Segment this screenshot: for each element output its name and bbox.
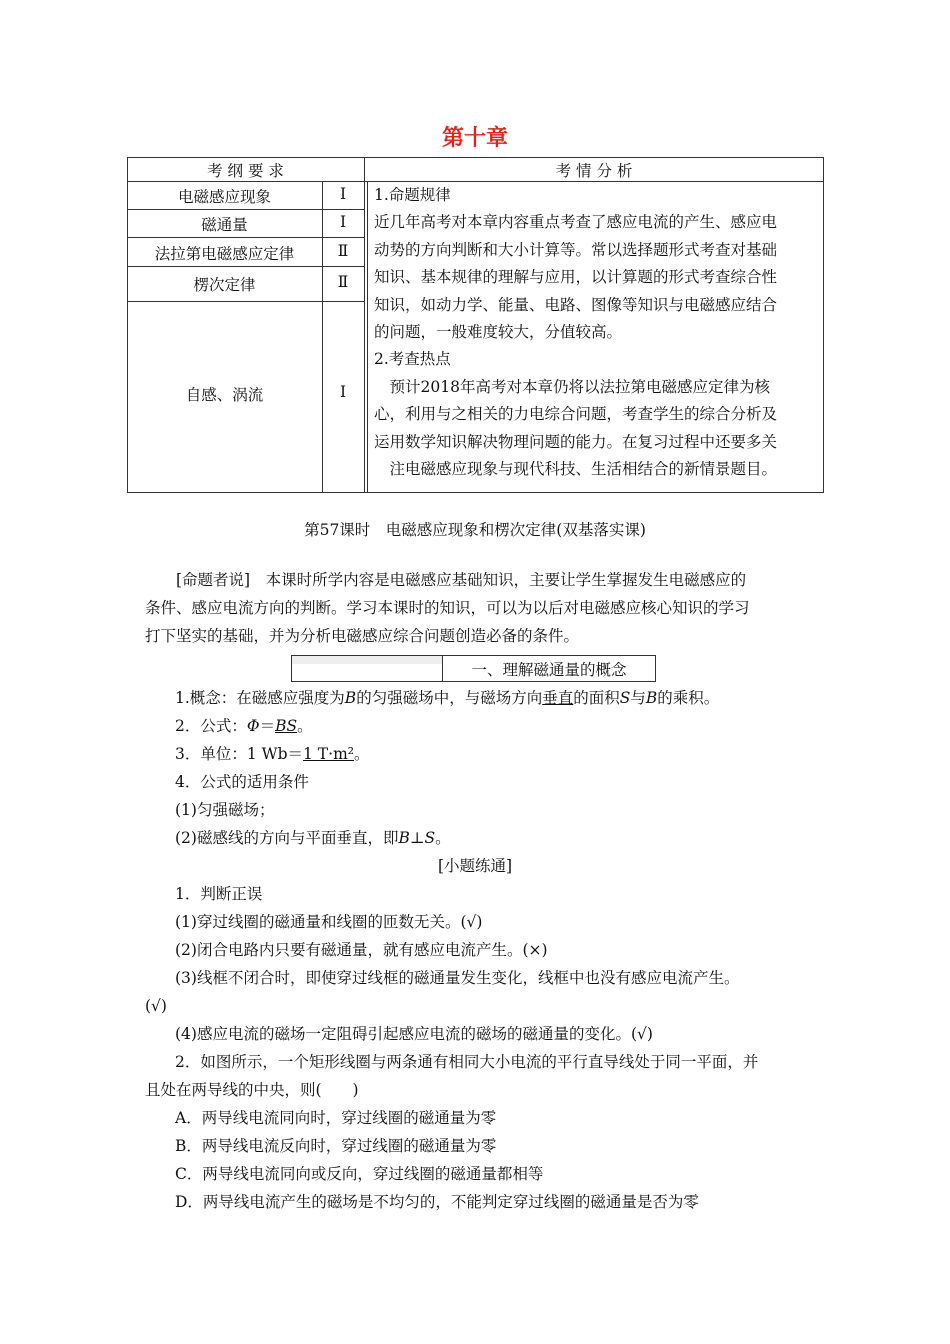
table-divider bbox=[127, 237, 364, 238]
concept-condition-item: (2)磁感线的方向与平面垂直，即B⊥S。 bbox=[175, 829, 451, 847]
analysis-line: 预计2018年高考对本章仍将以法拉第电磁感应定律为核 bbox=[374, 377, 770, 396]
answer-option-c: C．两导线电流同向或反向，穿过线圈的磁通量都相等 bbox=[175, 1165, 544, 1183]
practice-line: (4)感应电流的磁场一定阻碍引起感应电流的磁场的磁通量的变化。(√) bbox=[175, 1025, 653, 1043]
concept-definition: 1.概念：在磁感应强度为B的匀强磁场中，与磁场方向垂直的面积S与B的乘积。 bbox=[175, 689, 720, 707]
answer-option-a: A．两导线电流同向时，穿过线圈的磁通量为零 bbox=[175, 1109, 497, 1127]
practice-line: 且处在两导线的中央，则( ) bbox=[145, 1081, 359, 1099]
table-row-level: Ⅱ bbox=[337, 242, 349, 260]
table-row-level: Ⅰ bbox=[339, 185, 347, 203]
concept-unit: 3．单位：1 Wb＝1 T·m²。 bbox=[175, 745, 370, 763]
analysis-line: 知识，如动力学、能量、电路、图像等知识与电磁感应结合 bbox=[374, 295, 778, 314]
practice-line: (2)闭合电路内只要有磁通量，就有感应电流产生。(×) bbox=[175, 941, 548, 959]
table-divider bbox=[364, 157, 365, 493]
concept-condition-item: (1)匀强磁场； bbox=[175, 801, 275, 819]
table-row-level: Ⅰ bbox=[339, 213, 347, 231]
practice-line: (3)线框不闭合时，即使穿过线框的磁通量发生变化，线框中也没有感应电流产生。 bbox=[175, 969, 740, 987]
answer-option-d: D．两导线电流产生的磁场是不均匀的，不能判定穿过线圈的磁通量是否为零 bbox=[175, 1193, 699, 1211]
table-divider bbox=[367, 181, 368, 493]
concept-conditions: 4．公式的适用条件 bbox=[175, 773, 309, 791]
chapter-title: 第十章 bbox=[441, 126, 508, 151]
table-row-topic: 电磁感应现象 bbox=[177, 188, 271, 206]
section-heading-box bbox=[291, 655, 656, 682]
table-row-level: Ⅰ bbox=[339, 383, 347, 401]
analysis-line: 心，利用与之相关的力电综合问题，考查学生的综合分析及 bbox=[374, 405, 778, 424]
exam-analysis-text bbox=[374, 182, 824, 483]
intro-line: 打下坚实的基础，并为分析电磁感应综合问题创造必备的条件。 bbox=[145, 627, 580, 645]
analysis-line: 动势的方向判断和大小计算等。常以选择题形式考查对基础 bbox=[374, 240, 778, 259]
table-divider bbox=[127, 266, 364, 267]
table-row-topic: 法拉第电磁感应定律 bbox=[154, 245, 295, 263]
analysis-line: 的问题，一般难度较大，分值较高。 bbox=[374, 323, 623, 342]
analysis-line: 近几年高考对本章内容重点考查了感应电流的产生、感应电 bbox=[374, 213, 778, 232]
practice-title: [小题练通] bbox=[437, 857, 513, 875]
intro-line: 条件、感应电流方向的判断。学习本课时的知识，可以为以后对电磁感应核心知识的学习 bbox=[145, 599, 750, 617]
lesson-title: 第57课时 电磁感应现象和楞次定律(双基落实课) bbox=[304, 521, 646, 539]
table-row-level: Ⅱ bbox=[337, 273, 349, 291]
practice-line: (√) bbox=[145, 997, 167, 1015]
analysis-line: 运用数学知识解决物理问题的能力。在复习过程中还要多关 bbox=[374, 432, 778, 451]
analysis-line: 注电磁感应现象与现代科技、生活相结合的新情景题目。 bbox=[374, 460, 778, 479]
table-header-analysis: 考 情 分 析 bbox=[555, 162, 633, 180]
heading-decoration bbox=[292, 656, 442, 664]
table-row-topic: 自感、涡流 bbox=[185, 386, 264, 404]
analysis-line: 1.命题规律 bbox=[374, 186, 451, 204]
intro-line: [命题者说] 本课时所学内容是电磁感应基础知识，主要让学生掌握发生电磁感应的 bbox=[145, 571, 747, 589]
practice-line: 1．判断正误 bbox=[175, 885, 263, 903]
practice-line: (1)穿过线圈的磁通量和线圈的匝数无关。(√) bbox=[175, 913, 483, 931]
table-divider bbox=[127, 209, 364, 210]
analysis-line: 知识、基本规律的理解与应用，以计算题的形式考查综合性 bbox=[374, 268, 778, 287]
table-header-requirements: 考 纲 要 求 bbox=[207, 162, 284, 180]
analysis-line: 2.考查热点 bbox=[374, 350, 451, 369]
practice-line: 2．如图所示，一个矩形线圈与两条通有相同大小电流的平行直导线处于同一平面，并 bbox=[175, 1053, 759, 1071]
concept-formula: 2．公式：Φ＝BS。 bbox=[175, 717, 313, 735]
table-divider bbox=[127, 301, 364, 302]
answer-option-b: B．两导线电流反向时，穿过线圈的磁通量为零 bbox=[175, 1137, 497, 1155]
section-title: 一、理解磁通量的概念 bbox=[471, 661, 627, 679]
table-row-topic: 楞次定律 bbox=[193, 276, 256, 294]
table-row-topic: 磁通量 bbox=[201, 216, 248, 234]
